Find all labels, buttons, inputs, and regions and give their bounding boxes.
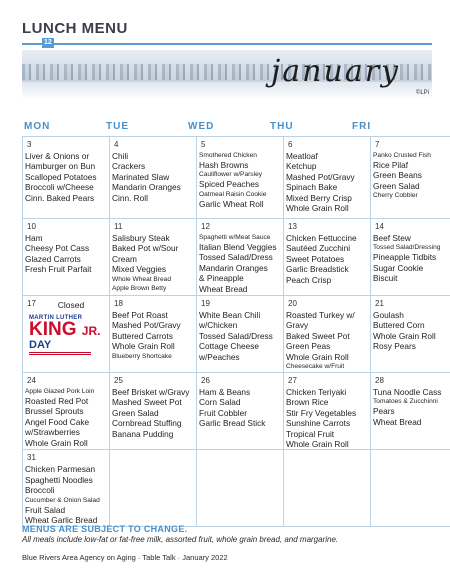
menu-item: Broccoli	[25, 485, 55, 496]
menu-item: Whole Grain Roll	[286, 203, 349, 214]
menu-item: Crackers	[112, 161, 146, 172]
day-number: 20	[288, 299, 297, 308]
menu-item: Scalloped Potatoes	[25, 171, 97, 182]
weekday-label: THU	[270, 121, 294, 132]
menu-item: Wheat Bread	[373, 416, 422, 427]
menu-item: Glazed Carrots	[25, 253, 81, 264]
menu-item: Chicken Fettuccine	[286, 233, 357, 243]
menu-item: Apple Brown Betty	[112, 284, 167, 292]
menu-item: Beef Brisket w/Gravy	[112, 387, 190, 397]
day-cell	[197, 296, 284, 373]
menu-item: Hamburger on Bun	[25, 161, 96, 172]
meal-note: All meals include low-fat or fat-free milk, assorted fruit, whole grain bread, and margarine.	[22, 535, 339, 544]
mlk-flag-stripes	[29, 352, 91, 356]
day-number: 4	[114, 140, 119, 149]
menu-item: Beef Stew	[373, 233, 411, 243]
day-cell	[23, 373, 110, 450]
day-cell	[23, 219, 110, 296]
menu-item: Whole Grain Roll	[25, 437, 88, 448]
menu-item: Stir Fry Vegetables	[286, 407, 357, 418]
footer	[22, 524, 432, 562]
menu-item: Marinated Slaw	[112, 171, 170, 182]
day-number	[199, 452, 281, 464]
day-number	[112, 452, 194, 464]
menu-item: Whole Wheat Bread	[112, 275, 172, 283]
day-number	[286, 452, 368, 464]
menu-item: Whole Grain Roll	[112, 341, 175, 352]
menu-item: Angel Food Cake	[25, 416, 90, 427]
menu-item: Baked Pot w/Sour	[112, 243, 179, 254]
menu-item: Liver & Onions or	[25, 151, 90, 161]
menu-item: Tuna Noodle Cass	[373, 387, 442, 397]
day-number: 28	[375, 376, 384, 385]
mlk-king: KING	[29, 319, 77, 340]
day-number: 12	[201, 222, 210, 231]
menu-item: Fruit Salad	[25, 504, 66, 515]
menu-item: Cornbread Stuffing	[112, 418, 182, 429]
menu-item: Roasted Red Pot	[25, 396, 89, 406]
menu-item: Cinn. Roll	[112, 192, 148, 203]
day-cell	[110, 137, 197, 219]
banner-credit: ©LPi	[415, 90, 429, 96]
menu-item: Pears	[373, 406, 395, 417]
menu-item: Pineapple Tidbits	[373, 252, 437, 263]
menu-item: Green Beans	[373, 170, 422, 181]
menu-item: Mashed Pot/Gravy	[286, 171, 355, 182]
day-cell	[284, 450, 371, 527]
menu-item: Cream	[112, 253, 137, 264]
menu-item: Cucumber & Onion Salad	[25, 496, 100, 504]
menu-item: Sunshine Carrots	[286, 418, 351, 429]
menu-item: Blueberry Shortcake	[112, 352, 172, 360]
menu-item: Mixed Veggies	[112, 264, 166, 275]
week-row	[23, 450, 450, 527]
menu-item: Buttered Carrots	[112, 330, 173, 341]
menu-item: Broccoli w/Cheese	[25, 182, 94, 193]
day-cell	[110, 450, 197, 527]
day-cell	[23, 450, 110, 527]
menu-item: Baked Sweet Pot	[286, 330, 350, 341]
menu-item: Chili	[112, 151, 129, 161]
menu-item: Hash Browns	[199, 160, 249, 170]
menu-item: Wheat Garlic Bread	[25, 515, 98, 526]
closed-label: Closed	[57, 300, 85, 310]
day-cell	[371, 296, 450, 373]
day-number: 10	[27, 222, 36, 231]
day-number: 31	[27, 453, 36, 463]
menu-item: Apple Glazed Pork Loin	[25, 388, 95, 395]
mlk-line2	[29, 321, 107, 340]
menu-item: White Bean Chili	[199, 310, 261, 320]
menu-item: Italian Blend Veggies	[199, 242, 277, 252]
menu-item: Salisbury Steak	[112, 233, 170, 243]
weekday-label: MON	[24, 121, 51, 132]
weekday-header	[22, 118, 432, 136]
day-number: 3	[27, 140, 32, 149]
day-cell	[110, 219, 197, 296]
menu-item: Roasted Turkey w/	[286, 310, 355, 320]
day-number: 13	[288, 222, 297, 231]
mlk-day-logo	[25, 315, 107, 356]
winter-banner	[22, 50, 432, 98]
menu-item: Cauliflower w/Parsley	[199, 171, 263, 179]
menu-item: Tossed Salad/Dressing	[373, 244, 441, 252]
mlk-jr: JR.	[81, 324, 101, 338]
menu-item: Spiced Peaches	[199, 179, 259, 190]
day-number	[373, 452, 450, 464]
day-number: 11	[114, 222, 123, 231]
day-cell	[371, 137, 450, 219]
menu-item: Mashed Sweet Pot	[112, 397, 182, 408]
day-number: 17	[27, 299, 36, 308]
menu-item: Garlic Bread Stick	[199, 418, 266, 429]
menu-item: Mashed Pot/Gravy	[112, 320, 181, 331]
day-cell	[197, 137, 284, 219]
rule-line	[22, 43, 432, 45]
day-number: 27	[288, 376, 297, 385]
mlk-line3: DAY	[29, 339, 52, 351]
day-cell	[197, 373, 284, 450]
day-number: 24	[27, 376, 36, 385]
week-row	[23, 296, 450, 373]
day-cell	[197, 450, 284, 527]
menu-item: Biscuit	[373, 273, 398, 284]
menu-item: Buttered Corn	[373, 320, 425, 331]
page-title: LUNCH MENU	[22, 20, 128, 37]
menu-item: Brussel Sprouts	[25, 406, 84, 417]
menu-item: Corn Salad	[199, 397, 241, 408]
day-cell	[371, 373, 450, 450]
menu-item: Spaghetti w/Meat Sauce	[199, 234, 271, 241]
menu-item: Tropical Fruit	[286, 428, 335, 439]
day-cell	[197, 219, 284, 296]
day-cell	[284, 373, 371, 450]
day-number: 5	[201, 140, 206, 149]
menu-item: Green Salad	[373, 180, 420, 191]
menu-item: Whole Grain Roll	[286, 351, 349, 362]
menu-item: Wheat Bread	[199, 283, 248, 294]
menu-item: Rice Pilaf	[373, 160, 409, 170]
day-cell	[284, 219, 371, 296]
menu-item: Ham & Beans	[199, 387, 251, 397]
menu-item: Green Peas	[286, 341, 331, 352]
menu-item: Fruit Cobbler	[199, 407, 247, 418]
weekday-label: FRI	[352, 121, 372, 132]
menu-item: Peach Crisp	[286, 274, 332, 285]
week-row	[23, 373, 450, 450]
source-line: Blue Rivers Area Agency on Aging · Table Talk · January 2022	[22, 553, 228, 562]
menu-item: Tossed Salad/Dress	[199, 252, 273, 263]
day-cell	[110, 373, 197, 450]
menu-item: Mandarin Oranges	[199, 262, 268, 273]
menu-item: Whole Grain Roll	[373, 330, 436, 341]
week-row	[23, 219, 450, 296]
day-cell	[371, 219, 450, 296]
menu-item: Sautéed Zucchini	[286, 243, 351, 254]
menu-item: Cherry Cobbler	[373, 192, 418, 200]
menu-item: Mixed Berry Crisp	[286, 192, 352, 203]
menu-item: w/Strawberries	[25, 427, 80, 438]
menu-item: Panko Crusted Fish	[373, 152, 431, 159]
menu-item: Garlic Breadstick	[286, 264, 349, 275]
calendar-table	[22, 136, 450, 527]
day-number: 18	[114, 299, 123, 308]
weekday-label: TUE	[106, 121, 129, 132]
menu-item: Smothered Chicken	[199, 152, 257, 159]
menu-item: Fresh Fruit Parfait	[25, 264, 92, 275]
menu-item: w/Chicken	[199, 320, 238, 331]
day-cell	[371, 450, 450, 527]
menu-item: Ketchup	[286, 161, 317, 172]
day-number: 7	[375, 140, 380, 149]
menu-item: Cottage Cheese	[199, 341, 259, 352]
menu-item: Garlic Wheat Roll	[199, 198, 264, 209]
day-number: 19	[201, 299, 210, 308]
menu-item: Sugar Cookie	[373, 262, 424, 273]
menu-item: Brown Rice	[286, 397, 329, 408]
day-cell	[284, 137, 371, 219]
menu-item: Sweet Potatoes	[286, 253, 345, 264]
mlk-line1: MARTIN LUTHER	[29, 315, 83, 321]
menu-item: Rosy Pears	[373, 341, 416, 352]
week-row	[23, 137, 450, 219]
menu-item: Ham	[25, 233, 43, 243]
menu-item: w/Peaches	[199, 351, 240, 362]
menu-item: Cheesecake w/Fruit	[286, 363, 345, 371]
day-number: 21	[375, 299, 384, 308]
menu-item: Tossed Salad/Dress	[199, 330, 273, 341]
menu-item: Cheesy Pot Cass	[25, 243, 90, 254]
menu-item: Whole Grain Roll	[286, 439, 349, 450]
day-cell	[23, 296, 110, 373]
menu-item: Spinach Bake	[286, 182, 338, 193]
month-rule	[22, 38, 432, 48]
day-cell	[284, 296, 371, 373]
menu-item: Banana Pudding	[112, 428, 174, 439]
day-cell	[23, 137, 110, 219]
menu-item: Green Salad	[112, 407, 159, 418]
day-number: 14	[375, 222, 384, 231]
calendar-grid	[22, 118, 442, 527]
menu-item: Gravy	[286, 320, 309, 331]
banner-month-script: january	[270, 54, 400, 89]
menu-item: Chicken Teriyaki	[286, 387, 347, 397]
menu-page	[22, 20, 442, 526]
day-number: 26	[201, 376, 210, 385]
menu-item: Oatmeal Raisin Cookie	[199, 190, 267, 198]
menu-item: Chicken Parmesan	[25, 464, 96, 475]
menu-item: Cinn. Baked Pears	[25, 192, 95, 203]
change-notice: MENUS ARE SUBJECT TO CHANGE.	[22, 524, 188, 534]
day-number: 6	[288, 140, 293, 149]
menu-item: Meatloaf	[286, 151, 318, 161]
day-cell	[110, 296, 197, 373]
day-number: 25	[114, 376, 123, 385]
month-number-tab: 12	[44, 39, 52, 46]
menu-item: Mandarin Oranges	[112, 182, 181, 193]
weekday-label: WED	[188, 121, 215, 132]
menu-item: Spaghetti Noodles	[25, 474, 93, 485]
menu-item: Beef Pot Roast	[112, 310, 168, 320]
menu-item: Goulash	[373, 310, 404, 320]
menu-item: Tomatoes & Zucchinni	[373, 398, 438, 406]
menu-item: & Pineapple	[199, 273, 244, 284]
